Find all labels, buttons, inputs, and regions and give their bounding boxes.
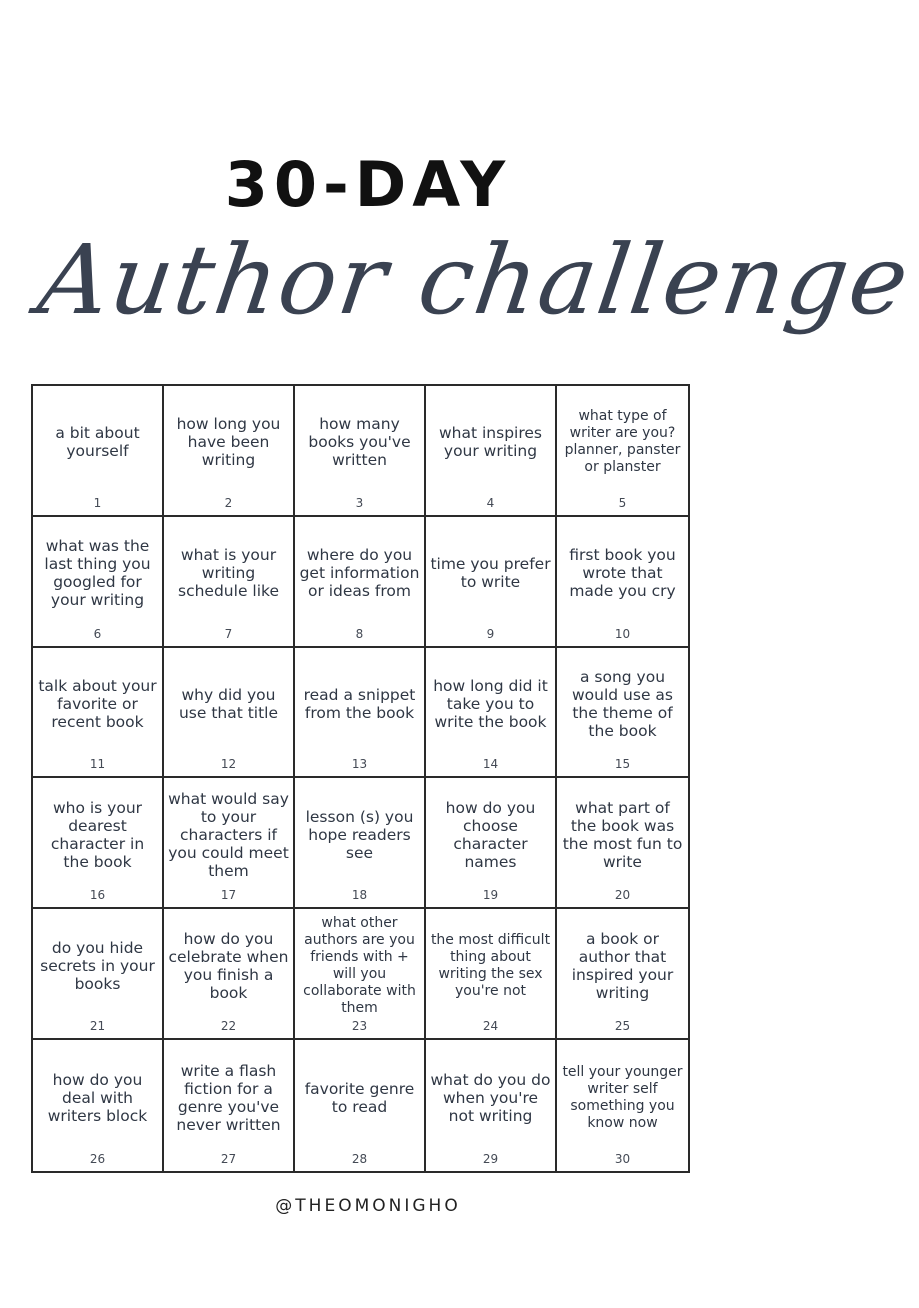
challenge-cell bbox=[33, 909, 164, 1040]
challenge-prompt: a song you would use as the theme of the book bbox=[572, 668, 673, 741]
day-number: 3 bbox=[355, 495, 364, 510]
day-number: 23 bbox=[351, 1019, 368, 1034]
challenge-prompt: a book or author that inspired your writing bbox=[571, 929, 674, 1002]
challenge-cell bbox=[33, 1040, 164, 1171]
page-title: 30-DAY bbox=[224, 148, 512, 221]
challenge-cell bbox=[426, 778, 557, 909]
challenge-cell bbox=[33, 648, 164, 779]
challenge-prompt: tell your younger writer self something you know now bbox=[562, 1063, 683, 1131]
day-number: 19 bbox=[482, 888, 499, 903]
challenge-cell bbox=[426, 1040, 557, 1171]
day-number: 17 bbox=[220, 888, 237, 903]
challenge-cell bbox=[164, 778, 295, 909]
day-number: 15 bbox=[614, 757, 631, 772]
day-number: 27 bbox=[220, 1151, 237, 1166]
challenge-prompt: what other authors are you friends with + will you collaborate with them bbox=[303, 914, 416, 1016]
challenge-prompt: what is your writing schedule like bbox=[178, 546, 279, 601]
challenge-cell bbox=[426, 386, 557, 517]
challenge-prompt: read a snippet from the book bbox=[303, 686, 416, 723]
challenge-cell bbox=[33, 778, 164, 909]
challenge-prompt: what part of the book was the most fun to write bbox=[562, 798, 683, 871]
challenge-prompt: how long you have been writing bbox=[176, 415, 281, 470]
day-number: 10 bbox=[614, 626, 631, 641]
challenge-prompt: what do you do when you're not writing bbox=[430, 1070, 551, 1125]
challenge-cell bbox=[557, 909, 688, 1040]
day-number: 18 bbox=[351, 888, 368, 903]
challenge-prompt: do you hide secrets in your books bbox=[40, 938, 155, 993]
day-number: 2 bbox=[224, 495, 233, 510]
challenge-cell bbox=[557, 386, 688, 517]
challenge-prompt: how long did it take you to write the book bbox=[433, 677, 548, 732]
challenge-cell bbox=[295, 386, 426, 517]
day-number: 22 bbox=[220, 1019, 237, 1034]
challenge-cell bbox=[557, 648, 688, 779]
day-number: 1 bbox=[93, 495, 102, 510]
day-number: 11 bbox=[89, 757, 106, 772]
challenge-cell bbox=[164, 909, 295, 1040]
challenge-cell bbox=[295, 648, 426, 779]
challenge-prompt: a bit about yourself bbox=[55, 424, 140, 461]
day-number: 12 bbox=[220, 757, 237, 772]
challenge-cell bbox=[164, 648, 295, 779]
page-subtitle: Author challenge bbox=[32, 224, 917, 336]
challenge-cell bbox=[295, 909, 426, 1040]
challenge-cell bbox=[164, 386, 295, 517]
challenge-cell bbox=[426, 648, 557, 779]
day-number: 26 bbox=[89, 1151, 106, 1166]
challenge-prompt: why did you use that title bbox=[178, 686, 279, 723]
challenge-cell bbox=[164, 517, 295, 648]
challenge-prompt: what was the last thing you googled for your writing bbox=[44, 537, 151, 610]
day-number: 24 bbox=[482, 1019, 499, 1034]
day-number: 4 bbox=[486, 495, 495, 510]
challenge-cell bbox=[557, 517, 688, 648]
challenge-cell bbox=[295, 778, 426, 909]
challenge-prompt: who is your dearest character in the book bbox=[50, 798, 145, 871]
day-number: 9 bbox=[486, 626, 495, 641]
challenge-prompt: what inspires your writing bbox=[439, 424, 542, 461]
day-number: 20 bbox=[614, 888, 631, 903]
challenge-prompt: what would say to your characters if you could meet them bbox=[168, 789, 289, 880]
author-handle: @THEOMONIGHO bbox=[275, 1196, 461, 1216]
day-number: 8 bbox=[355, 626, 364, 641]
day-number: 13 bbox=[351, 757, 368, 772]
challenge-prompt: the most difficult thing about writing the sex you're not bbox=[430, 931, 551, 999]
day-number: 21 bbox=[89, 1019, 106, 1034]
challenge-prompt: how many books you've written bbox=[308, 415, 411, 470]
challenge-prompt: lesson (s) you hope readers see bbox=[305, 807, 414, 862]
challenge-cell bbox=[426, 909, 557, 1040]
challenge-cell bbox=[295, 1040, 426, 1171]
day-number: 7 bbox=[224, 626, 233, 641]
day-number: 28 bbox=[351, 1151, 368, 1166]
challenge-cell bbox=[426, 517, 557, 648]
day-number: 29 bbox=[482, 1151, 499, 1166]
challenge-prompt: where do you get information or ideas from bbox=[299, 546, 420, 601]
challenge-cell bbox=[33, 517, 164, 648]
challenge-cell bbox=[557, 778, 688, 909]
challenge-cell bbox=[164, 1040, 295, 1171]
challenge-prompt: how do you celebrate when you finish a book bbox=[168, 929, 289, 1002]
challenge-prompt: write a flash fiction for a genre you've never written bbox=[176, 1061, 281, 1134]
challenge-prompt: how do you choose character names bbox=[445, 798, 536, 871]
day-number: 5 bbox=[618, 495, 627, 510]
challenge-cell bbox=[295, 517, 426, 648]
challenge-grid bbox=[31, 384, 690, 1173]
challenge-prompt: time you prefer to write bbox=[430, 555, 551, 592]
day-number: 25 bbox=[614, 1019, 631, 1034]
day-number: 16 bbox=[89, 888, 106, 903]
day-number: 6 bbox=[93, 626, 102, 641]
challenge-prompt: first book you wrote that made you cry bbox=[569, 546, 676, 601]
challenge-cell bbox=[557, 1040, 688, 1171]
challenge-prompt: favorite genre to read bbox=[304, 1079, 415, 1116]
challenge-prompt: how do you deal with writers block bbox=[47, 1070, 148, 1125]
day-number: 30 bbox=[614, 1151, 631, 1166]
challenge-prompt: talk about your favorite or recent book bbox=[38, 677, 157, 732]
challenge-prompt: what type of writer are you? planner, panster or planster bbox=[564, 408, 681, 476]
day-number: 14 bbox=[482, 757, 499, 772]
challenge-cell bbox=[33, 386, 164, 517]
